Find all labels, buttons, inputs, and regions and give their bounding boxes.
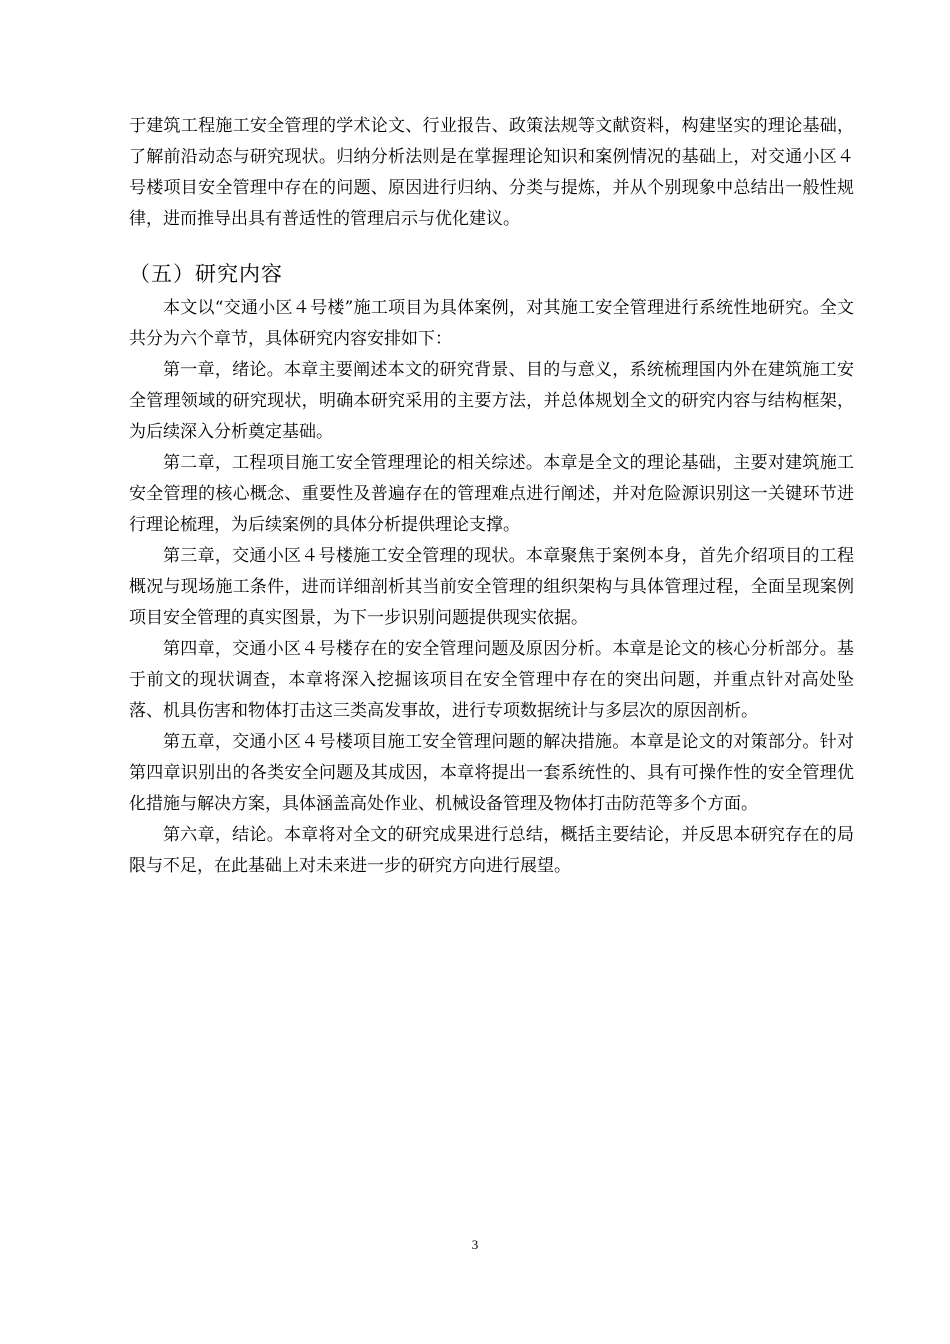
paragraph-chapter-6: 第六章，结论。本章将对全文的研究成果进行总结，概括主要结论，并反思本研究存在的局限与不足，在此基础上对未来进一步的研究方向进行展望。 bbox=[129, 825, 854, 876]
page-body bbox=[129, 111, 854, 882]
paragraph-overview: 本文以“交通小区４号楼”施工项目为具体案例，对其施工安全管理进行系统性地研究。全文共分为六个章节，具体研究内容安排如下： bbox=[129, 298, 854, 349]
paragraph-chapter-4: 第四章，交通小区４号楼存在的安全管理问题及原因分析。本章是论文的核心分析部分。基于前文的现状调查，本章将深入挖掘该项目在安全管理中存在的突出问题，并重点针对高处坠落、机具伤害和物体打击这三类高发事故，进行专项数据统计与多层次的原因剖析。 bbox=[129, 639, 854, 721]
page-number: 3 bbox=[471, 1237, 479, 1252]
intro-paragraph: 于建筑工程施工安全管理的学术论文、行业报告、政策法规等文献资料，构建坚实的理论基础，了解前沿动态与研究现状。归纳分析法则是在掌握理论知识和案例情况的基础上，对交通小区４号楼项目安全管理中存在的问题、原因进行归纳、分类与提炼，并从个别现象中总结出一般性规律，进而推导出具有普适性的管理启示与优化建议。 bbox=[129, 116, 854, 229]
paragraph-chapter-3: 第三章，交通小区４号楼施工安全管理的现状。本章聚焦于案例本身，首先介绍项目的工程概况与现场施工条件，进而详细剖析其当前安全管理的组织架构与具体管理过程，全面呈现案例项目安全管理的真实图景，为下一步识别问题提供现实依据。 bbox=[129, 546, 854, 628]
paragraph-chapter-1: 第一章，绪论。本章主要阐述本文的研究背景、目的与意义，系统梳理国内外在建筑施工安全管理领域的研究现状，明确本研究采用的主要方法，并总体规划全文的研究内容与结构框架，为后续深入分析奠定基础。 bbox=[129, 360, 854, 442]
paragraph-chapter-5: 第五章，交通小区４号楼项目施工安全管理问题的解决措施。本章是论文的对策部分。针对第四章识别出的各类安全问题及其成因，本章将提出一套系统性的、具有可操作性的安全管理优化措施与解决方案，具体涵盖高处作业、机械设备管理及物体打击防范等多个方面。 bbox=[129, 732, 854, 814]
section-heading: （五）研究内容 bbox=[129, 262, 283, 286]
paragraph-chapter-2: 第二章，工程项目施工安全管理理论的相关综述。本章是全文的理论基础，主要对建筑施工安全管理的核心概念、重要性及普遍存在的管理难点进行阐述，并对危险源识别这一关键环节进行理论梳理，为后续案例的具体分析提供理论支撑。 bbox=[129, 453, 854, 535]
